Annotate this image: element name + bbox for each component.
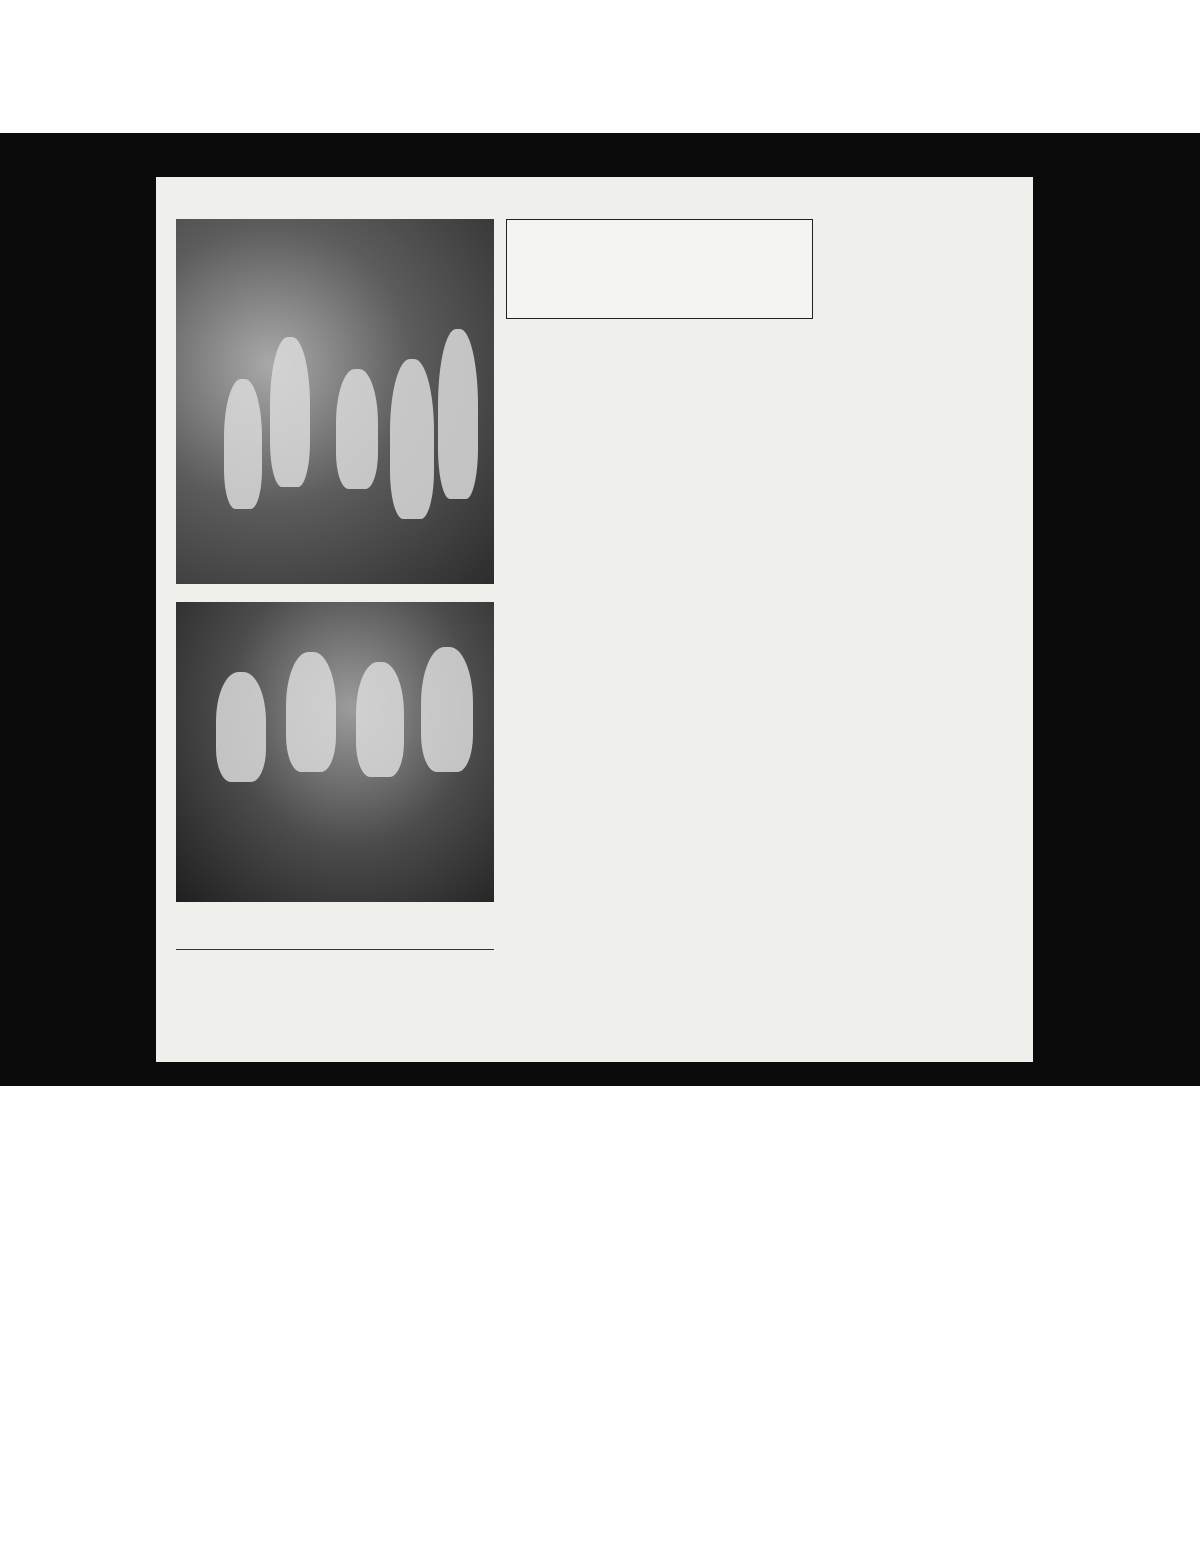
newspaper-page [156, 177, 1033, 1062]
article-feature-col1 [721, 779, 825, 1019]
column-masthead [506, 219, 813, 319]
photo-garden-club [176, 219, 494, 584]
article-college-soloist [824, 664, 930, 734]
article-villa-park [824, 355, 928, 673]
article-benefit-col2 [606, 417, 706, 603]
article-lad-guest [501, 717, 601, 927]
article-chauffeur [606, 651, 714, 981]
photo2-caption-right [334, 905, 494, 945]
article-arab [931, 302, 1026, 592]
photo-vfw-wrapping [176, 602, 494, 902]
photo2-caption-left [178, 905, 328, 945]
article-choral-club [606, 1017, 716, 1062]
article-arab-lead [824, 259, 1024, 299]
article-benefit-col3 [711, 417, 816, 603]
article-feature-col2 [828, 779, 932, 1019]
section-rule [176, 949, 494, 950]
article-benefit-col1 [501, 375, 601, 603]
article-newcomers-yuletide [501, 959, 601, 1062]
article-circles [934, 671, 1026, 1041]
article-newcomers-gifts [718, 624, 818, 770]
